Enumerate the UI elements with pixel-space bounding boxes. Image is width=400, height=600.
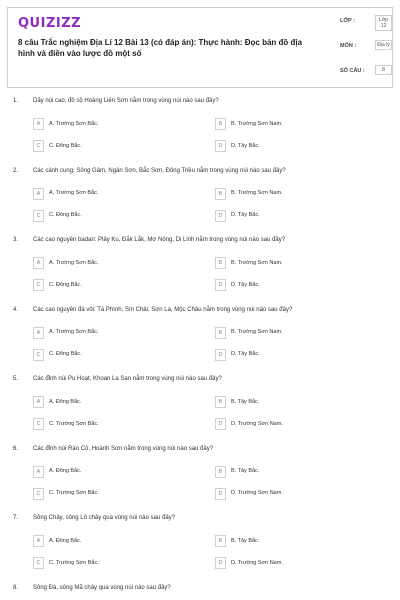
option-letter-box[interactable]: A [33, 396, 44, 408]
worksheet-header [7, 7, 393, 88]
option-text: C. Đông Bắc. [49, 281, 82, 288]
option-letter-box[interactable]: A [33, 118, 44, 130]
option-text: B. Tây Bắc. [231, 537, 260, 544]
option-text: D. Tây Bắc. [231, 212, 260, 218]
option-text: B. Tây Bắc. [231, 468, 260, 474]
option-letter-box[interactable]: C [33, 349, 44, 361]
quizizz-logo: QUIZIZZ [18, 16, 82, 31]
option-letter-box[interactable]: D [215, 140, 226, 152]
option-letter-box[interactable]: B [215, 327, 226, 339]
option-letter-box[interactable]: A [33, 327, 44, 339]
option-letter-box[interactable]: B [215, 118, 226, 130]
option-text: A. Trường Sơn Bắc. [49, 259, 99, 266]
option-letter-box[interactable]: D [215, 279, 226, 291]
question-number: 7. [13, 515, 19, 521]
option-text: C. Trường Sơn Bắc. [49, 490, 99, 496]
option-letter-box[interactable]: C [33, 557, 44, 569]
question-number: 5. [13, 376, 19, 382]
question-number: 1. [13, 98, 19, 104]
option-text: D. Tây Bắc. [231, 351, 260, 357]
option-text: A. Trường Sơn Bắc. [49, 120, 99, 127]
option-text: D. Trường Sơn Nam. [231, 420, 283, 427]
option-letter-box[interactable]: C [33, 140, 44, 152]
option-text: A. Đông Bắc. [49, 398, 82, 405]
option-text: D. Trường Sơn Nam. [231, 559, 283, 566]
option-text: A. Đông Bắc. [49, 537, 82, 544]
option-text: C. Trường Sơn Bắc. [49, 559, 99, 566]
question-count-value: 8 [375, 65, 392, 75]
option-text: C. Đông Bắc. [49, 142, 82, 149]
option-text: A. Trường Sơn Bắc. [49, 329, 99, 335]
question-text: Các cao nguyên đá vôi: Tà Phình, Sín Chải, Sơn La, Mộc Châu nằm trong vùng núi nào sau đây? [33, 306, 293, 313]
option-letter-box[interactable]: A [33, 466, 44, 478]
option-letter-box[interactable]: A [33, 535, 44, 547]
option-letter-box[interactable]: D [215, 349, 226, 361]
option-letter-box[interactable]: D [215, 418, 226, 430]
question-number: 6. [13, 445, 19, 452]
option-letter-box[interactable]: C [33, 279, 44, 291]
option-letter-box[interactable]: C [33, 210, 44, 222]
option-letter-box[interactable]: B [215, 535, 226, 547]
option-text: D. Trường Sơn Nam. [231, 490, 283, 496]
question-number: 2. [13, 167, 19, 174]
question-number: 4. [13, 306, 19, 313]
option-letter-box[interactable]: D [215, 488, 226, 500]
option-text: C. Đông Bắc. [49, 351, 82, 357]
worksheet-title: 8 câu Trắc nghiệm Địa Lí 12 Bài 13 (có đáp án): Thực hành: Đọc bản đồ địa hình và điền vào lược đồ một số [18, 38, 303, 58]
question-text: Các cao nguyên badan: Plây Ku, Đắk Lắk, Mơ Nông, Di Linh nằm trong vùng núi nào sau đây? [33, 237, 286, 243]
option-letter-box[interactable]: B [215, 257, 226, 269]
option-text: B. Tây Bắc. [231, 398, 260, 405]
option-text: B. Trường Sơn Nam. [231, 329, 283, 335]
option-text: D. Tây Bắc. [231, 142, 260, 149]
question-text: Dãy núi cao, đồ sộ Hoàng Liên Sơn nằm trong vùng núi nào sau đây? [33, 98, 219, 104]
option-letter-box[interactable]: A [33, 257, 44, 269]
question-text: Các đỉnh núi Pu Hoạt, Khoan La San nằm trong vùng núi nào sau đây? [33, 376, 222, 382]
question-count-label: SỐ CÂU : [340, 68, 365, 74]
option-letter-box[interactable]: D [215, 557, 226, 569]
option-letter-box[interactable]: C [33, 418, 44, 430]
question-text: Các cánh cung: Sông Gâm, Ngân Sơn, Bắc Sơn, Đông Triều nằm trong vùng núi nào sau đây? [33, 167, 286, 174]
option-letter-box[interactable]: A [33, 188, 44, 200]
option-text: C. Đông Bắc. [49, 212, 82, 218]
question-number: 3. [13, 237, 19, 243]
option-letter-box[interactable]: D [215, 210, 226, 222]
class-label: LỚP : [340, 18, 355, 24]
question-text: Sông Chảy, sông Lô chảy qua vùng núi nào sau đây? [33, 515, 175, 521]
option-text: B. Trường Sơn Nam. [231, 259, 283, 266]
question-text: Sông Đà, sông Mã chảy qua vùng núi nào sau đây? [33, 584, 171, 591]
option-letter-box[interactable]: B [215, 466, 226, 478]
option-letter-box[interactable]: B [215, 396, 226, 408]
option-text: D. Tây Bắc. [231, 281, 260, 288]
option-text: A. Trường Sơn Bắc. [49, 190, 99, 196]
option-text: A. Đông Bắc. [49, 468, 82, 474]
question-number: 8. [13, 584, 19, 591]
option-text: C. Trường Sơn Bắc. [49, 420, 99, 427]
option-letter-box[interactable]: C [33, 488, 44, 500]
option-text: B. Trường Sơn Nam. [231, 120, 283, 127]
subject-value: Địa lý [375, 40, 392, 50]
question-text: Các đỉnh núi Rào Cỏ, Hoành Sơn nằm trong vùng núi nào sau đây? [33, 445, 214, 452]
subject-label: MÔN : [340, 43, 357, 49]
option-letter-box[interactable]: B [215, 188, 226, 200]
class-value: Lớp 12 [375, 15, 392, 31]
option-text: B. Trường Sơn Nam. [231, 190, 283, 196]
